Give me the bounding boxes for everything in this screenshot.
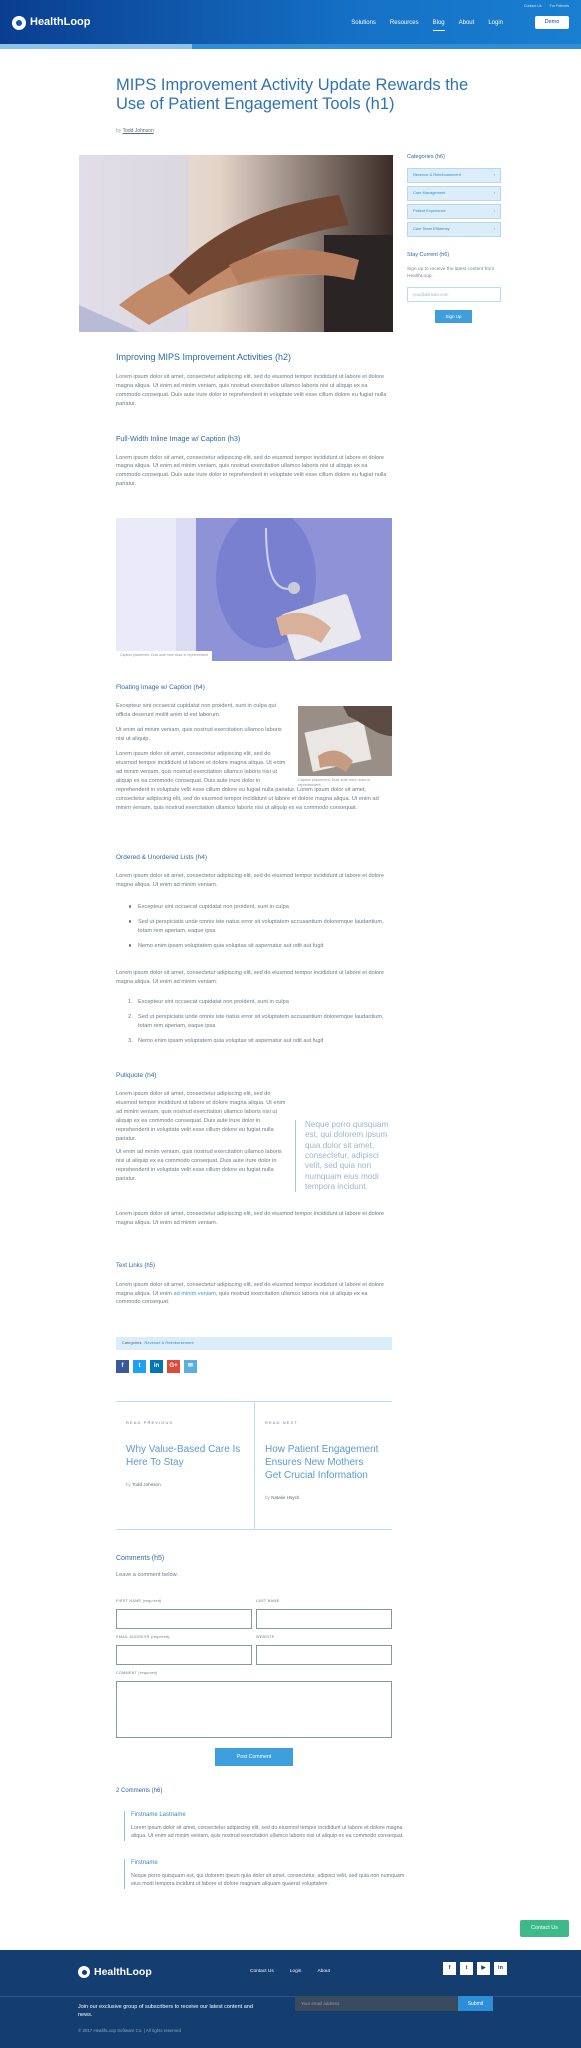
nav-blog[interactable]: Blog [433,19,445,31]
caption-text: Duis aute irure dolor in reprehenderit [151,653,209,658]
footer-top [0,1950,581,1997]
section-heading-h3: Full-Width Inline Image w/ Caption (h3) [116,434,241,443]
category-label: Revenue & Reimbursement [413,172,461,178]
float-body-text: Lorem ipsum dolor sit amet, consectetur adipiscing elit, sed do eiusmod tempor incididunt ut labore et dolore magna aliqua. Ut enim ad minim veniam, quis nostrud exercitation ullamco laboris nisi ut aliquip ex ea commodo consequat. Duis aute irure dolor in reprehenderit in voluptate velit esse cillum dolore eu fugiat nulla pariatur. Lorem ipsum dolor sit amet, consectetur adipiscing elit, sed do eiusmod tempor incididunt ut labore et dolore magna aliqua. Ut enim ad minim veniam, quis nostrud exercitation ullamco laboris nisi ut aliquip ex ea commodo consequat. [116,751,379,811]
first-name-label [116,1599,252,1605]
chevron-right-icon: › [493,172,495,178]
paragraph: Lorem ipsum dolor sit amet, consectetur adipiscing elit, sed do eiusmod tempor incididunt ut labore et dolore magna aliqua. Ut enim ad minim veniam, quis nostrud exercitation ullamco laboris nisi ut aliquip ex ea commodo consequat. Duis aute irure dolor in reprehenderit in voluptate velit esse cillum dolore eu fugiat nulla pariatur. [116,374,387,408]
facebook-icon[interactable]: f [116,1360,129,1373]
section-text-links [116,1262,392,1307]
categories-bar-link[interactable]: Revenue & Reimbursement [144,1340,194,1346]
list-number: 1. [128,999,133,1005]
inline-image [116,518,392,661]
field-label-text: COMMENT [116,1671,138,1675]
categories-bar-label: Categories: [122,1340,143,1346]
site-header [0,0,581,44]
comment [124,1811,407,1841]
section-heading-h4: Ordered & Unordered Lists (h4) [116,854,208,861]
chevron-right-icon: › [493,190,495,196]
youtube-icon[interactable]: ▶ [477,1962,490,1975]
paragraph: Lorem ipsum dolor sit amet, consectetur adipiscing elit, sed do eiusmod tempor incididunt ut labore et dolore magna aliqua. Ut enim ad minim veniam. [116,970,385,985]
required-note: (required) [142,1599,162,1603]
section-heading-h4: Floating Image w/ Caption (h4) [116,684,205,691]
previous-post-author: Todd Johnson [132,1481,161,1487]
list-item: Nemo enim ipsam voluptatem quia voluptas sit aspernatur aut odit aut fugit [128,942,390,951]
list-item-text: Nemo enim ipsam voluptatem quia voluptas sit aspernatur aut odit aut fugit [138,1037,324,1044]
floating-image-caption [298,778,392,789]
category-care-management[interactable] [407,186,501,201]
category-revenue[interactable] [407,168,501,183]
first-name-group [116,1599,252,1629]
section-heading-h5: Text Links (h5) [116,1263,156,1269]
main-nav [351,19,503,31]
list-number: 2. [128,1013,133,1020]
brand-name: HealthLoop [30,16,91,28]
email-label [116,1635,252,1641]
previous-post-byline [126,1481,244,1488]
byline [116,127,154,135]
comment-text: Lorem ipsum dolor sit amet, consectetur adipiscing elit, sed do eiusmod tempor incididunt ut labore et dolore magna aliqua. Ut enim ad minim veniam, quis nostrud exercitation ullamco laboris nisi ut aliquip ex ea commodo consequat. [131,1824,404,1840]
unordered-list [128,903,390,957]
category-label: Care Team Efficiency [413,226,450,232]
list-number: 3. [128,1037,133,1044]
post-comment-button[interactable]: Post Comment [215,1748,293,1766]
related-posts [116,1401,392,1530]
required-note: (required) [138,1671,158,1675]
sidebar-email-input[interactable]: you@domain.com [407,287,501,302]
comments-subtitle: Leave a comment below. [116,1572,178,1579]
ordered-list [128,998,390,1052]
page-title: MIPS Improvement Activity Update Rewards the Use of Patient Engagement Tools (h1) [116,76,469,114]
footer-submit-button[interactable]: Submit [458,1996,493,2011]
image-caption [116,651,212,661]
byline-by: by [265,1494,270,1500]
copyright: © 2017 HealthLoop Software Co. | All rights reserved [78,2028,181,2033]
footer-links [250,1968,330,1976]
last-name-field[interactable] [256,1609,392,1629]
section-heading-h2: Improving MIPS Improvement Activities (h2) [116,352,292,362]
paragraph [116,1281,392,1308]
nav-resources[interactable]: Resources [389,20,419,26]
byline-by: by [126,1481,131,1487]
twitter-icon[interactable]: t [133,1360,146,1373]
website-group [256,1635,392,1665]
chevron-right-icon: › [493,208,495,214]
pullquote: Neque porro quisquam est, qui dolorem ipsum quia dolor sit amet, consectetur, adipisci velit, sed quia non numquam eius modi tempora incidunt. [295,1120,391,1192]
footer-login-link[interactable]: Login [289,1969,302,1974]
read-previous-label: READ PREVIOUS [126,1420,174,1425]
footer-subscribe-text: Join our exclusive group of subscribers to receive our latest content and news. [78,2004,253,2018]
twitter-icon[interactable]: t [460,1962,473,1975]
next-post-author: Natalie Hsych [271,1494,300,1500]
google-plus-icon[interactable]: G+ [167,1360,180,1373]
footer-logo[interactable] [78,1964,152,1981]
hero-image [79,155,393,332]
email-field[interactable] [116,1645,252,1665]
comment-textarea[interactable] [116,1681,392,1738]
comments-title: Comments (h5) [116,1555,165,1562]
read-next-label: READ NEXT [265,1420,298,1425]
byline-by: by [116,128,122,134]
comment-text: Neque porro quisquam est, qui dolorem ipsum quia dolor sit amet, consectetur, adipisci velit, sed quia non numquam eius modi tempora incidunt ut labore et dolore magnam aliquam quaerat voluptatem. [131,1872,405,1888]
author-link[interactable]: Todd Johnson [122,128,154,134]
website-field[interactable] [256,1645,392,1665]
nav-login[interactable]: Login [488,20,503,26]
comment-label [116,1671,392,1677]
inline-text-link[interactable]: ad minim veniam [173,1290,216,1297]
brand-logo[interactable] [12,14,91,32]
subscribe-text: Sign up to receive the latest content from HealthLoop. [407,266,495,280]
comment-author[interactable]: Firstname Lastname [131,1812,186,1818]
categories-title: Categories (h6) [407,154,445,160]
comment-group [116,1671,392,1738]
section-h3 [116,433,392,489]
caption-text: Duis aute irure dolor in reprehenderit [298,778,370,788]
section-lists-2 [116,969,392,987]
list-item [128,1037,390,1046]
chevron-right-icon: › [493,226,495,232]
footer-about-link[interactable]: About [317,1969,331,1974]
previous-post-card[interactable] [116,1402,254,1529]
paragraph: Ut enim ad minim veniam, quis nostrud exercitation ullamco laboris nisi ut aliquip ex ea commodo consequat. Duis aute irure dolor in reprehenderit in voluptate velit esse cillum dolore eu fugiat nulla pariatur. [116,1149,282,1182]
footer-contact-link[interactable]: Contact Us [250,1969,274,1974]
paragraph: Ut enim ad minim veniam, quis nostrud exercitation ullamco laboris nisi ut aliquip. [116,727,282,743]
nav-solutions[interactable]: Solutions [351,20,376,26]
footer-email-input[interactable]: Your email address [295,1996,458,2011]
footer-brand-name: HealthLoop [94,1966,152,1978]
paragraph: Lorem ipsum dolor sit amet, consectetur adipiscing elit, sed do eiusmod tempor incididunt ut labore et dolore magna aliqua. Ut enim ad minim veniam, quis nostrud exercitation ullamco laboris nisi ut aliquip ex ea commodo consequat. Duis aute irure dolor in reprehenderit in voluptate velit esse cillum dolore eu fugiat nulla pariatur. [116,454,387,488]
comments-count-title: 2 Comments (h6) [116,1788,163,1794]
utility-contact-link[interactable]: Contact Us [523,4,542,8]
caption-label: Caption placement: [120,653,151,658]
sidebar [407,153,501,323]
logo-mark-icon [78,1966,90,1978]
section-lists [116,853,392,890]
utility-nav [524,4,569,10]
category-patient-experience[interactable] [407,204,501,219]
previous-post-title[interactable]: Why Value-Based Care Is Here To Stay [126,1444,241,1469]
subscribe-title: Stay Current (h6) [407,251,450,258]
post-categories-bar [116,1337,392,1350]
demo-button[interactable]: Demo [535,16,569,29]
next-post-byline [265,1494,382,1501]
reading-progress-fill [0,44,192,49]
field-label-text: FIRST NAME [116,1599,142,1603]
linkedin-icon[interactable]: in [150,1360,163,1373]
nav-about[interactable]: About [458,20,475,26]
email-icon[interactable]: ✉ [184,1360,197,1373]
first-name-field[interactable] [116,1609,252,1629]
list-item [128,1013,390,1031]
facebook-icon[interactable]: f [443,1962,456,1975]
list-item [128,998,390,1007]
link-paragraph-start: Lorem ipsum dolor sit amet, consectetur adipiscing elit, sed do eiusmod tempor incididunt ut labore et dolore magna aliqua. Ut enim [116,1281,385,1297]
footer-social [443,1962,507,1975]
contact-us-button[interactable]: Contact Us [520,1920,569,1937]
reading-progress-bar [0,44,581,49]
link-paragraph-end: , quis nostrud exercitation ullamco laboris nisi ut aliquip ex ea commodo consequat. [116,1290,368,1306]
email-group [116,1635,252,1665]
category-care-team[interactable] [407,222,501,237]
required-note: (required) [150,1635,170,1639]
floating-image [298,706,392,776]
category-label: Patient Experience [413,208,446,214]
signup-button[interactable]: Sign Up [435,310,472,323]
linkedin-icon[interactable]: in [494,1962,507,1975]
section-pullquote-2 [116,1148,288,1184]
comment [124,1859,407,1889]
list-item: Sed ut perspiciatis unde omnis iste natus error sit voluptatem accusantium doloremque laudantium, totam rem aperiam, eaque ipsa [128,918,390,936]
next-post-title[interactable]: How Patient Engagement Ensures New Mothers Get Crucial Information [265,1444,379,1481]
paragraph: Excepteur sint occaecat cupidatat non proident, sunt in culpa qui officia deserunt mollit anim id est laborum. [116,703,276,719]
section-heading-h4: Pullquote (h4) [116,1072,157,1079]
paragraph: Lorem ipsum dolor sit amet, consectetur adipiscing elit, sed do eiusmod tempor incididunt ut labore et dolore magna aliqua. Ut enim ad minim veniam. [116,1211,385,1226]
field-label-text: EMAIL ADDRESS [116,1635,150,1639]
next-post-card[interactable] [254,1402,392,1529]
pullquote-body-text: Lorem ipsum dolor sit amet, consectetur adipiscing elit, sed do eiusmod tempor incididunt ut labore et dolore magna aliqua. Ut enim ad minim veniam, quis nostrud exercitation ullamco laboris nisi ut aliquip ex ea commodo consequat. Duis aute irure dolor in reprehenderit in voluptate velit esse cillum dolore eu fugiat nulla pariatur. [116,1091,286,1143]
utility-patients-link[interactable]: For Patients [549,4,569,8]
list-item-text: Sed ut perspiciatis unde omnis iste natus error sit voluptatem accusantium doloremque laudantium, totam rem aperiam, eaque ipsa [138,1013,384,1029]
last-name-group [256,1599,392,1629]
logo-mark-icon [12,16,26,30]
paragraph: Lorem ipsum dolor sit amet, consectetur adipiscing elit, sed do eiusmod tempor incididunt ut labore et dolore magna aliqua. Ut enim ad minim veniam. [116,873,385,889]
section-h2 [116,350,392,409]
section-pullquote-3 [116,1210,392,1228]
list-item: Excepteur sint occaecat cupidatat non proident, sunt in culpa [128,903,390,912]
share-buttons [116,1360,197,1373]
comment-form [116,1553,392,1580]
comment-author[interactable]: Firstname [131,1860,158,1866]
list-item-text: Excepteur sint occaecat cupidatat non proident, sunt in culpa [138,999,289,1005]
website-label: WEBSITE [256,1635,275,1639]
last-name-label: LAST NAME [256,1599,280,1603]
category-label: Care Management [413,190,446,196]
caption-label: Caption placement: [298,778,331,782]
